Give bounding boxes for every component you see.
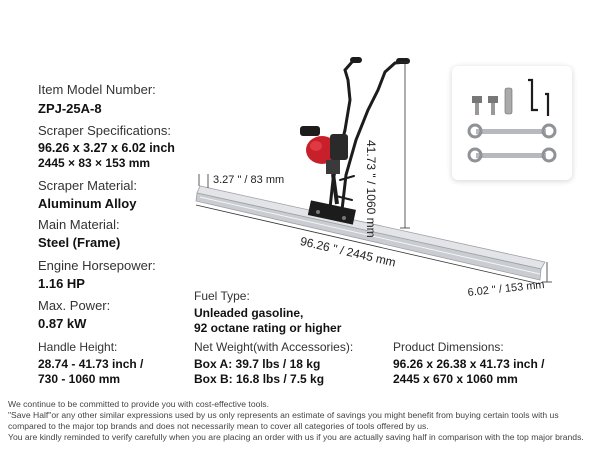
net-weight-box-b: Box B: 16.8 lbs / 7.5 kg bbox=[194, 372, 325, 386]
main-material-value: Steel (Frame) bbox=[38, 235, 121, 250]
main-material-label: Main Material: bbox=[38, 217, 120, 232]
engine-hp-label: Engine Horsepower: bbox=[38, 258, 156, 273]
accessories-drawing bbox=[452, 66, 572, 180]
product-dimensions-value-mm: 2445 x 670 x 1060 mm bbox=[393, 372, 518, 386]
bolt-icon bbox=[472, 96, 482, 115]
disclaimer-line2: "Save Half"or any other similar expressions used by us only represents an estimate of savings you might benefit from buying certain tools with us bbox=[8, 410, 559, 420]
accessories-box bbox=[452, 66, 572, 180]
scraper-spec-value-inch: 96.26 x 3.27 x 6.02 inch bbox=[38, 141, 175, 155]
handle-height-value-mm: 730 - 1060 mm bbox=[38, 372, 121, 386]
length-dimension-label: 96.26 " / 2445 mm bbox=[298, 234, 398, 270]
model-value: ZPJ-25A-8 bbox=[38, 101, 102, 116]
model-label: Item Model Number: bbox=[38, 82, 156, 97]
scraper-spec-label: Scraper Specifications: bbox=[38, 123, 171, 138]
engine-hp-value: 1.16 HP bbox=[38, 276, 85, 291]
net-weight-box-a: Box A: 39.7 lbs / 18 kg bbox=[194, 357, 321, 371]
scraper-spec-value-mm: 2445 × 83 × 153 mm bbox=[38, 156, 151, 170]
handle-height-label: Handle Height: bbox=[38, 340, 118, 354]
handle-grips bbox=[350, 57, 410, 64]
width-dimension-label: 3.27 " / 83 mm bbox=[213, 174, 285, 186]
fuel-label: Fuel Type: bbox=[194, 289, 250, 303]
max-power-label: Max. Power: bbox=[38, 298, 111, 313]
product-dimensions-label: Product Dimensions: bbox=[393, 340, 504, 354]
product-dimensions-value-inch: 96.26 x 26.38 x 41.73 inch / bbox=[393, 357, 545, 371]
hex-key-icon bbox=[528, 80, 538, 110]
scraper-material-label: Scraper Material: bbox=[38, 178, 137, 193]
fuel-value-line2: 92 octane rating or higher bbox=[194, 321, 342, 335]
net-weight-label: Net Weight(with Accessories): bbox=[194, 340, 354, 354]
disclaimer-line1: We continue to be committed to provide you with cost-effective tools. bbox=[8, 399, 269, 409]
disclaimer-line3: compared to the major top brands and does not necessarily mean to cover all categories of tools offered by us. bbox=[8, 421, 429, 431]
bolt-icon bbox=[488, 96, 498, 115]
handle-height-value-inch: 28.74 - 41.73 inch / bbox=[38, 357, 144, 371]
height-dimension-label: 41.73 " / 1060 mm bbox=[364, 140, 378, 238]
depth-dimension-label: 6.02 " / 153 mm bbox=[467, 278, 546, 299]
scraper-material-value: Aluminum Alloy bbox=[38, 196, 137, 211]
fuel-value-line1: Unleaded gasoline, bbox=[194, 306, 304, 320]
disclaimer bbox=[8, 399, 598, 443]
wrench-icon bbox=[469, 125, 555, 137]
height-dimension-line bbox=[400, 62, 410, 228]
sleeve-icon bbox=[505, 88, 512, 114]
disclaimer-line4: You are kindly reminded to verify carefully when you are placing an order with us if you are actually saving half in comparison with the top major brands. bbox=[8, 432, 584, 442]
max-power-value: 0.87 kW bbox=[38, 316, 87, 331]
engine bbox=[300, 126, 348, 204]
hex-key-icon bbox=[545, 94, 548, 116]
wrench-icon bbox=[469, 149, 555, 161]
